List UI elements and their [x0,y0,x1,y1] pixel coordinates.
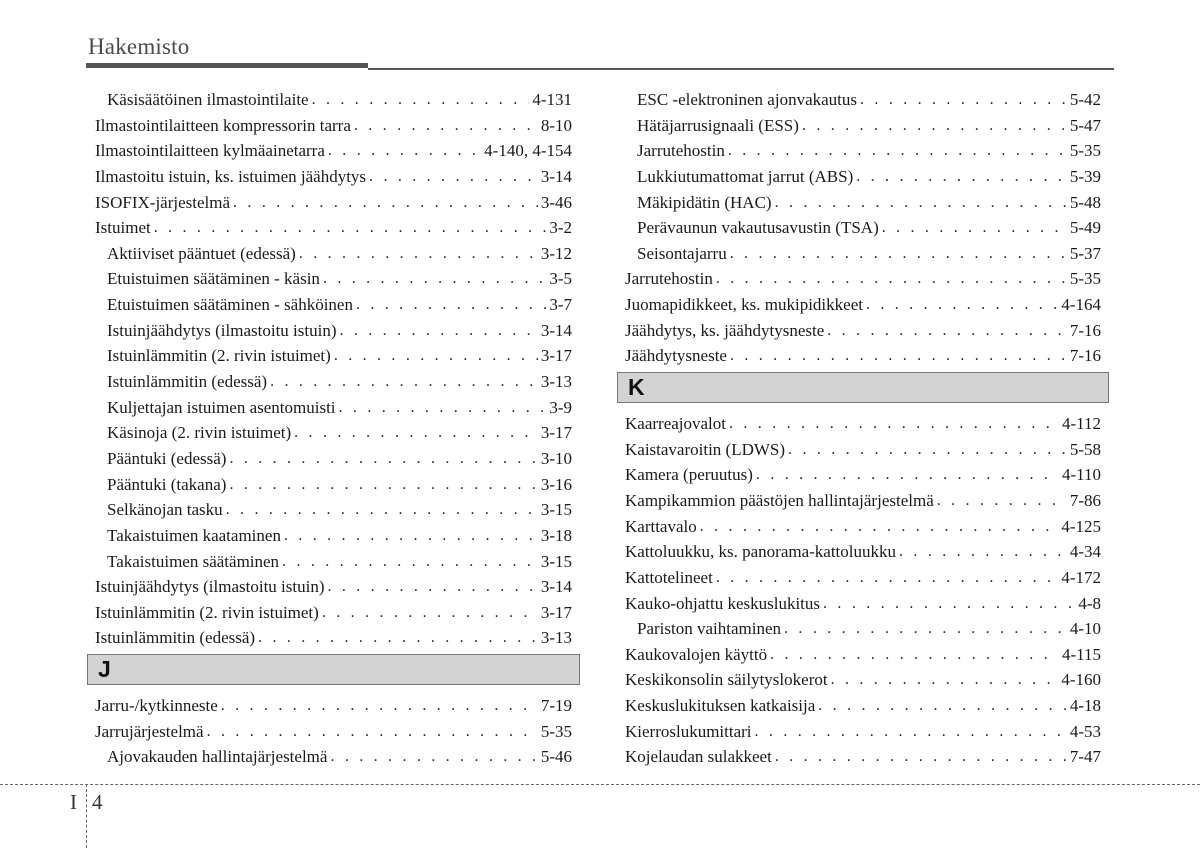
entry-label: Takaistuimen kaataminen [107,525,281,545]
dot-leader [323,266,546,292]
index-subentry [95,497,572,523]
entry-label: Aktiiviset pääntuet (edessä) [107,243,296,263]
entry-page-ref: 7-86 [1069,490,1101,510]
entry-page-ref: 4-140, 4-154 [484,141,572,161]
entry-page-ref: 3-14 [540,320,572,340]
index-entry [95,190,572,216]
entry-page-ref: 5-39 [1069,166,1101,186]
dot-leader [802,113,1067,139]
index-entry [625,591,1101,617]
entry-label: Kattotelineet [625,567,713,587]
dot-leader [856,164,1067,190]
dot-leader [282,549,538,575]
entry-page-ref: 4-115 [1061,644,1101,664]
entry-page-ref: 4-112 [1061,414,1101,434]
dot-leader [339,395,547,421]
dot-leader [258,625,538,651]
entry-page-ref: 5-35 [540,721,572,741]
entry-label: ISOFIX-järjestelmä [95,192,231,212]
entry-page-ref: 3-15 [540,500,572,520]
entry-page-ref: 5-35 [1069,141,1101,161]
index-entry [625,719,1101,745]
dot-leader [716,565,1059,591]
entry-label: Käsisäätöinen ilmastointilaite [107,90,309,109]
entry-page-ref: 3-12 [540,243,572,263]
index-subentry [95,87,572,113]
dot-leader [730,343,1067,369]
entry-label: Perävaunun vakautusavustin (TSA) [637,218,879,238]
index-subentry [95,266,572,292]
index-column-left [95,87,572,770]
entry-label: Kaarreajovalot [625,414,726,434]
index-entry [625,437,1101,463]
entry-page-ref: 3-9 [549,397,572,417]
dot-leader [882,215,1067,241]
entry-label: Kamera (peruutus) [625,465,753,485]
index-entry [95,719,572,745]
dot-leader [700,514,1059,540]
entry-page-ref: 4-164 [1061,295,1101,315]
index-entry [95,625,572,651]
index-entry [625,462,1101,488]
dot-leader [784,616,1067,642]
entry-label: Istuinlämmitin (edessä) [107,372,268,392]
index-entry [95,215,572,241]
entry-page-ref: 4-131 [532,90,572,109]
footer-page-number: 4 [92,790,103,814]
index-entry [625,343,1101,369]
entry-label: Jarru-/kytkinneste [95,696,218,716]
entry-label: Istuinlämmitin (2. rivin istuimet) [95,602,319,622]
entry-label: Istuimet [95,218,151,238]
entry-page-ref: 3-18 [540,525,572,545]
entry-page-ref: 3-13 [540,372,572,392]
entry-label: Seisontajarru [637,243,727,263]
index-subentry [625,87,1101,113]
index-entry [625,744,1101,770]
dot-leader [334,343,538,369]
entry-page-ref: 4-10 [1069,619,1101,639]
dot-leader [729,411,1059,437]
dot-leader [770,642,1059,668]
index-entry [625,411,1101,437]
index-entry [95,574,572,600]
entry-label: Jäähdytysneste [625,346,727,366]
index-subentry [625,138,1101,164]
entry-page-ref: 3-46 [540,192,572,212]
index-subentry [95,446,572,472]
dot-leader [327,574,537,600]
entry-page-ref: 3-17 [540,602,572,622]
entry-label: Käsinoja (2. rivin istuimet) [107,423,292,443]
dot-leader [229,472,537,498]
index-subentry [95,744,572,770]
entry-label: Ilmastoitu istuin, ks. istuimen jäähdytys [95,166,367,186]
dot-leader [756,462,1059,488]
entry-label: ESC -elektroninen ajonvakautus [637,90,858,109]
dot-leader [322,600,538,626]
dot-leader [827,318,1067,344]
dot-leader [233,190,538,216]
index-entry [625,488,1101,514]
entry-label: Istuinjäähdytys (ilmastoitu istuin) [95,577,325,597]
dot-leader [226,497,538,523]
dot-leader [775,190,1067,216]
dot-leader [330,744,537,770]
entry-label: Hätäjarrusignaali (ESS) [637,115,799,135]
entry-page-ref: 4-8 [1078,593,1101,613]
index-subentry [95,472,572,498]
dot-leader [312,87,530,113]
dot-leader [831,667,1059,693]
entry-label: Keskuslukituksen katkaisija [625,696,816,716]
index-subentry [95,318,572,344]
entry-page-ref: 8-10 [540,115,572,135]
dot-leader [229,446,537,472]
entry-label: Jarrutehostin [625,269,713,289]
entry-label: Juomapidikkeet, ks. mukipidikkeet [625,295,863,315]
dot-leader [294,420,538,446]
entry-label: Ajovakauden hallintajärjestelmä [107,747,328,767]
index-entry [625,642,1101,668]
page-title: Hakemisto [88,34,190,59]
entry-label: Jarrutehostin [637,141,725,161]
entry-page-ref: 7-47 [1069,747,1101,767]
dot-leader [284,523,538,549]
entry-label: Kattoluukku, ks. panorama-kattoluukku [625,542,897,562]
index-subentry [625,190,1101,216]
entry-page-ref: 3-16 [540,474,572,494]
entry-label: Kampikammion päästöjen hallintajärjestelmä [625,490,934,510]
index-entry [95,600,572,626]
entry-label: Takaistuimen säätäminen [107,551,280,571]
index-subentry [95,343,572,369]
index-subentry [95,549,572,575]
index-subentry [95,395,572,421]
entry-page-ref: 5-42 [1069,90,1101,109]
entry-page-ref: 4-53 [1069,721,1101,741]
index-subentry [95,241,572,267]
entry-page-ref: 3-15 [540,551,572,571]
index-subentry [95,369,572,395]
entry-page-ref: 3-17 [540,423,572,443]
entry-page-ref: 3-10 [540,448,572,468]
entry-label: Jarrujärjestelmä [95,721,204,741]
entry-label: Kierroslukumittari [625,721,752,741]
entry-page-ref: 3-2 [549,218,572,238]
entry-label: Kojelaudan sulakkeet [625,747,772,767]
dot-leader [860,87,1067,113]
entry-label: Kaukovalojen käyttö [625,644,768,664]
index-entry [625,318,1101,344]
dot-leader [775,744,1067,770]
entry-label: Ilmastointilaitteen kylmäainetarra [95,141,325,161]
index-entry [625,514,1101,540]
index-entry [625,693,1101,719]
entry-page-ref: 4-160 [1061,670,1101,690]
index-subentry [625,241,1101,267]
index-entry [95,138,572,164]
index-entry [625,565,1101,591]
entry-label: Pääntuki (takana) [107,474,227,494]
index-entry [95,164,572,190]
entry-page-ref: 5-37 [1069,243,1101,263]
entry-page-ref: 4-110 [1061,465,1101,485]
index-entry [625,292,1101,318]
entry-label: Istuinlämmitin (edessä) [95,628,256,648]
dot-leader [866,292,1058,318]
entry-label: Kaistavaroitin (LDWS) [625,439,786,459]
index-subentry [95,292,572,318]
entry-page-ref: 3-17 [540,346,572,366]
index-subentry [95,523,572,549]
dot-leader [354,113,538,139]
entry-label: Lukkiutumattomat jarrut (ABS) [637,166,854,186]
entry-page-ref: 5-49 [1069,218,1101,238]
entry-label: Etuistuimen säätäminen - sähköinen [107,295,353,315]
entry-label: Keskikonsolin säilytyslokerot [625,670,828,690]
dot-leader [716,266,1067,292]
entry-page-ref: 3-14 [540,577,572,597]
entry-page-ref: 7-16 [1069,320,1101,340]
dot-leader [937,488,1067,514]
entry-page-ref: 3-5 [549,269,572,289]
entry-page-ref: 5-48 [1069,192,1101,212]
entry-page-ref: 4-18 [1069,696,1101,716]
index-entry [625,266,1101,292]
dot-leader [299,241,538,267]
entry-page-ref: 5-35 [1069,269,1101,289]
index-subentry [625,164,1101,190]
index-entry [95,693,572,719]
entry-label: Karttavalo [625,516,697,536]
dot-leader [818,693,1067,719]
entry-label: Jäähdytys, ks. jäähdytysneste [625,320,825,340]
dot-leader [823,591,1075,617]
index-subentry [625,616,1101,642]
entry-page-ref: 5-47 [1069,115,1101,135]
entry-page-ref: 3-7 [549,295,572,315]
entry-page-ref: 3-13 [540,628,572,648]
dot-leader [154,215,547,241]
index-entry [625,667,1101,693]
index-subentry [625,113,1101,139]
entry-page-ref: 5-46 [540,747,572,767]
footer-divider [0,784,1200,785]
entry-label: Ilmastointilaitteen kompressorin tarra [95,115,351,135]
entry-page-ref: 4-172 [1061,567,1101,587]
entry-label: Istuinjäähdytys (ilmastoitu istuin) [107,320,337,340]
entry-page-ref: 5-58 [1069,439,1101,459]
dot-leader [369,164,538,190]
entry-label: Istuinlämmitin (2. rivin istuimet) [107,346,331,366]
entry-page-ref: 7-16 [1069,346,1101,366]
entry-label: Kauko-ohjattu keskuslukitus [625,593,821,613]
dot-leader [207,719,538,745]
section-header-k: K [617,372,1109,403]
dot-leader [221,693,538,719]
dot-leader [755,719,1067,745]
dot-leader [788,437,1067,463]
header-rule-thin [368,68,1114,70]
entry-label: Selkänojan tasku [107,500,223,520]
index-entry [95,113,572,139]
dot-leader [730,241,1067,267]
footer-vertical-divider [86,784,87,848]
entry-label: Pariston vaihtaminen [637,619,782,639]
entry-page-ref: 3-14 [540,166,572,186]
dot-leader [356,292,546,318]
index-column-right [625,87,1101,770]
entry-page-ref: 4-34 [1069,542,1101,562]
dot-leader [728,138,1067,164]
dot-leader [899,539,1067,565]
index-entry [625,539,1101,565]
entry-label: Etuistuimen säätäminen - käsin [107,269,320,289]
dot-leader [328,138,481,164]
index-subentry [95,420,572,446]
header-rule-thick [86,63,368,68]
entry-label: Kuljettajan istuimen asentomuisti [107,397,336,417]
entry-page-ref: 4-125 [1061,516,1101,536]
footer-section-marker: I [70,790,77,814]
entry-label: Pääntuki (edessä) [107,448,227,468]
entry-label: Mäkipidätin (HAC) [637,192,772,212]
index-subentry [625,215,1101,241]
entry-page-ref: 7-19 [540,696,572,716]
dot-leader [339,318,537,344]
section-header-j: J [87,654,580,685]
dot-leader [270,369,538,395]
